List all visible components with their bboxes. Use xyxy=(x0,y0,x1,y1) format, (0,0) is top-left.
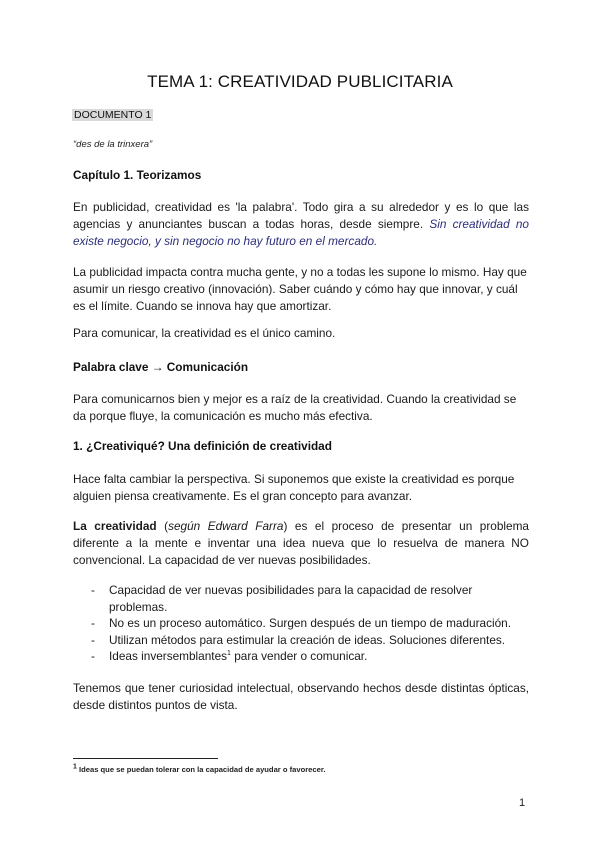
list-item xyxy=(73,648,529,665)
list-item xyxy=(73,632,529,649)
paragraph-1-text: En publicidad, creatividad es 'la palabra'. Todo gira a su alrededor y es lo que las agencias y anunciantes buscan a todas horas, desde siempre. xyxy=(73,200,529,231)
page-number: 1 xyxy=(519,797,526,809)
section-heading: 1. ¿Creativiqué? Una definición de creatividad xyxy=(73,439,332,453)
paragraph-6-italic: según Edward Farra xyxy=(168,519,284,533)
footnote-text: Ideas que se puedan tolerar con la capacidad de ayudar o favorecer. xyxy=(76,765,326,774)
document-title: TEMA 1: CREATIVIDAD PUBLICITARIA xyxy=(147,72,453,91)
keyword-heading: Palabra clave → Comunicación xyxy=(73,360,249,374)
footnote-divider xyxy=(73,758,218,759)
paragraph-6-open: ( xyxy=(156,519,169,533)
paragraph-6-rest: ) es el proceso de presentar un problema diferente a la mente e inventar una idea nueva que lo resuelva de manera NO convencional. La capacidad de ver nuevas posibilidades. xyxy=(73,519,529,567)
list-item-text: No es un proceso automático. Surgen después de un tiempo de maduración. xyxy=(109,616,511,630)
list-item-text-after: para vender o comunicar. xyxy=(230,649,368,663)
paragraph-5: Hace falta cambiar la perspectiva. Si suponemos que existe la creatividad es porque alguien piensa creativamente. Es el gran concepto para avanzar. xyxy=(73,472,515,503)
paragraph-1 xyxy=(73,199,529,250)
list-item xyxy=(73,615,529,632)
bullet-marker: - xyxy=(91,583,95,597)
footnote-reference: 1 xyxy=(227,650,231,658)
list-item-text: Capacidad de ver nuevas posibilidades para la capacidad de resolver problemas. xyxy=(109,583,473,614)
bullet-marker: - xyxy=(91,649,95,663)
quote: “des de la trinxera” xyxy=(73,139,153,150)
footnote xyxy=(73,765,326,774)
chapter-heading: Capítulo 1. Teorizamos xyxy=(73,168,202,182)
paragraph-6-bold: La creatividad xyxy=(73,519,157,533)
paragraph-6 xyxy=(73,518,529,569)
document-label: DOCUMENTO 1 xyxy=(74,109,152,121)
paragraph-7: Tenemos que tener curiosidad intelectual, observando hechos desde distintas ópticas, desde distintos puntos de vista. xyxy=(73,681,529,712)
bullet-marker: - xyxy=(91,632,95,647)
list-item-text: Ideas inversemblantes xyxy=(109,649,228,663)
paragraph-2: La publicidad impacta contra mucha gente, y no a todas les supone lo mismo. Hay que asumir un riesgo creativo (innovación). Saber cuándo y cómo hay que innovar, y cuál es el límite. Cuando se innova hay que amortizar. xyxy=(73,265,527,313)
paragraph-3: Para comunicar, la creatividad es el único camino. xyxy=(73,326,336,340)
bullet-marker: - xyxy=(91,616,95,630)
paragraph-4: Para comunicarnos bien y mejor es a raíz de la creatividad. Cuando la creatividad se da porque fluye, la comunicación es mucho más efectiva. xyxy=(73,392,517,423)
bullet-list xyxy=(73,582,529,665)
footnote-number: 1 xyxy=(73,763,77,771)
paragraph-1-emphasis: Sin creatividad no existe negocio, y sin negocio no hay futuro en el mercado. xyxy=(73,217,529,248)
list-item xyxy=(73,582,529,615)
list-item-text: Utilizan métodos para estimular la creación de ideas. Soluciones diferentes. xyxy=(109,632,506,647)
